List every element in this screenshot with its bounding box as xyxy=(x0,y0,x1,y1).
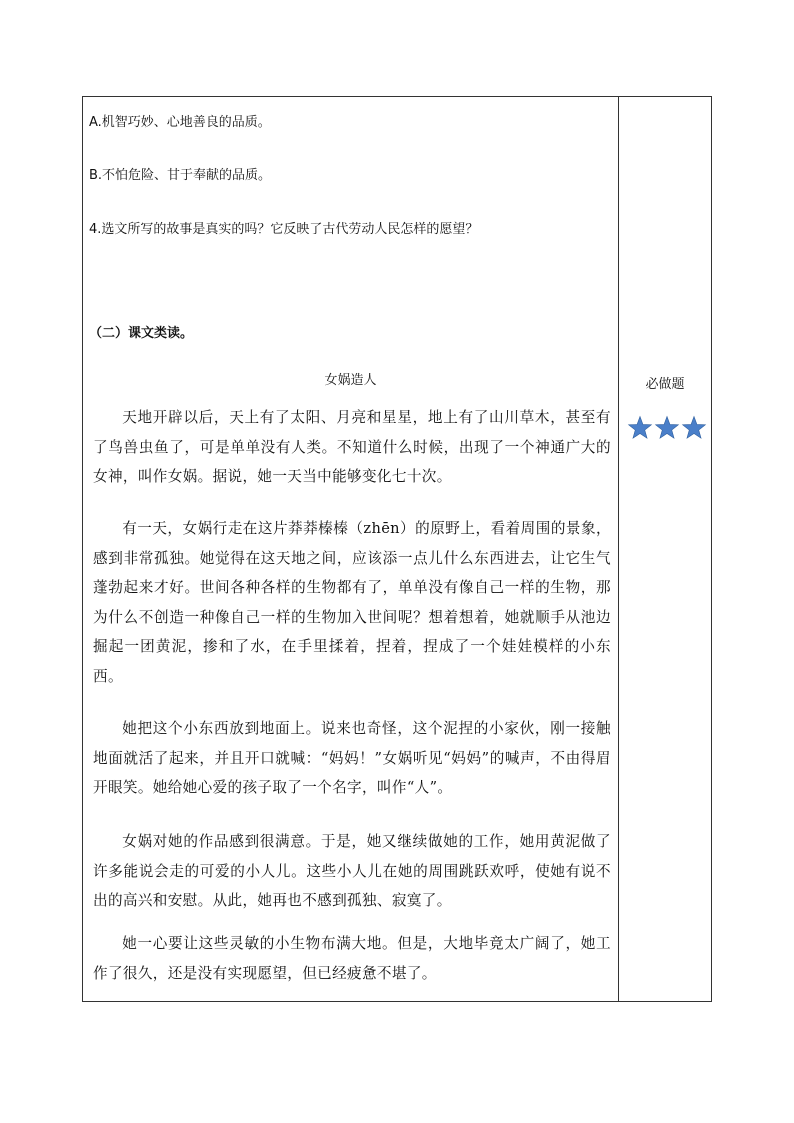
story-paragraph-5: 她一心要让这些灵敏的小生物布满大地。但是，大地毕竟太广阔了，她工作了很久，还是没有实现愿望，但已经疲惫不堪了。 xyxy=(93,935,611,982)
story-paragraph-4: 女娲对她的作品感到很满意。于是，她又继续做她的工作，她用黄泥做了许多能说会走的可爱的小人儿。这些小人儿在她的周围跳跃欢呼，使她有说不出的高兴和安慰。从此，她再也不感到孤独、寂寞了。 xyxy=(93,833,611,910)
difficulty-cell xyxy=(619,97,711,1001)
content-cell xyxy=(83,97,618,1001)
option-a: A.机智巧妙、心地善良的品质。 xyxy=(89,115,271,130)
section-heading: （二）课文类读。 xyxy=(89,326,194,341)
star-icon xyxy=(656,417,679,439)
story-paragraph-2: 有一天，女娲行走在这片莽莽榛榛（zhēn）的原野上，看着周围的景象，感到非常孤独。她觉得在这天地之间，应该添一点儿什么东西进去，让它生气蓬勃起来才好。世间各种各样的生物都有了，单单没有像自己一样的生物，那为什么不创造一种像自己一样的生物加入世间呢？想着想着，她就顺手从池边掘起一团黄泥，掺和了水，在手里揉着，捏着，捏成了一个娃娃模样的小东西。 xyxy=(93,520,611,685)
option-b: B.不怕危险、甘于奉献的品质。 xyxy=(89,168,272,183)
story-title: 女娲造人 xyxy=(324,373,377,388)
worksheet-table xyxy=(82,96,712,1002)
story-paragraph-3: 她把这个小东西放到地面上。说来也奇怪，这个泥捏的小家伙，刚一接触地面就活了起来，并且开口就喊：“妈妈！”女娲听见“妈妈”的喊声，不由得眉开眼笑。她给她心爱的孩子取了一个名字，叫作“人”。 xyxy=(93,720,611,797)
question-4: 4.选文所写的故事是真实的吗？它反映了古代劳动人民怎样的愿望？ xyxy=(89,222,479,237)
difficulty-label: 必做题 xyxy=(645,377,685,392)
star-icon xyxy=(683,417,706,439)
star-icon xyxy=(629,417,652,439)
difficulty-stars xyxy=(627,415,707,441)
story-paragraph-1: 天地开辟以后，天上有了太阳、月亮和星星，地上有了山川草木，甚至有了鸟兽虫鱼了，可是单单没有人类。不知道什么时候，出现了一个神通广大的女神，叫作女娲。据说，她一天当中能够变化七十次。 xyxy=(93,409,611,486)
